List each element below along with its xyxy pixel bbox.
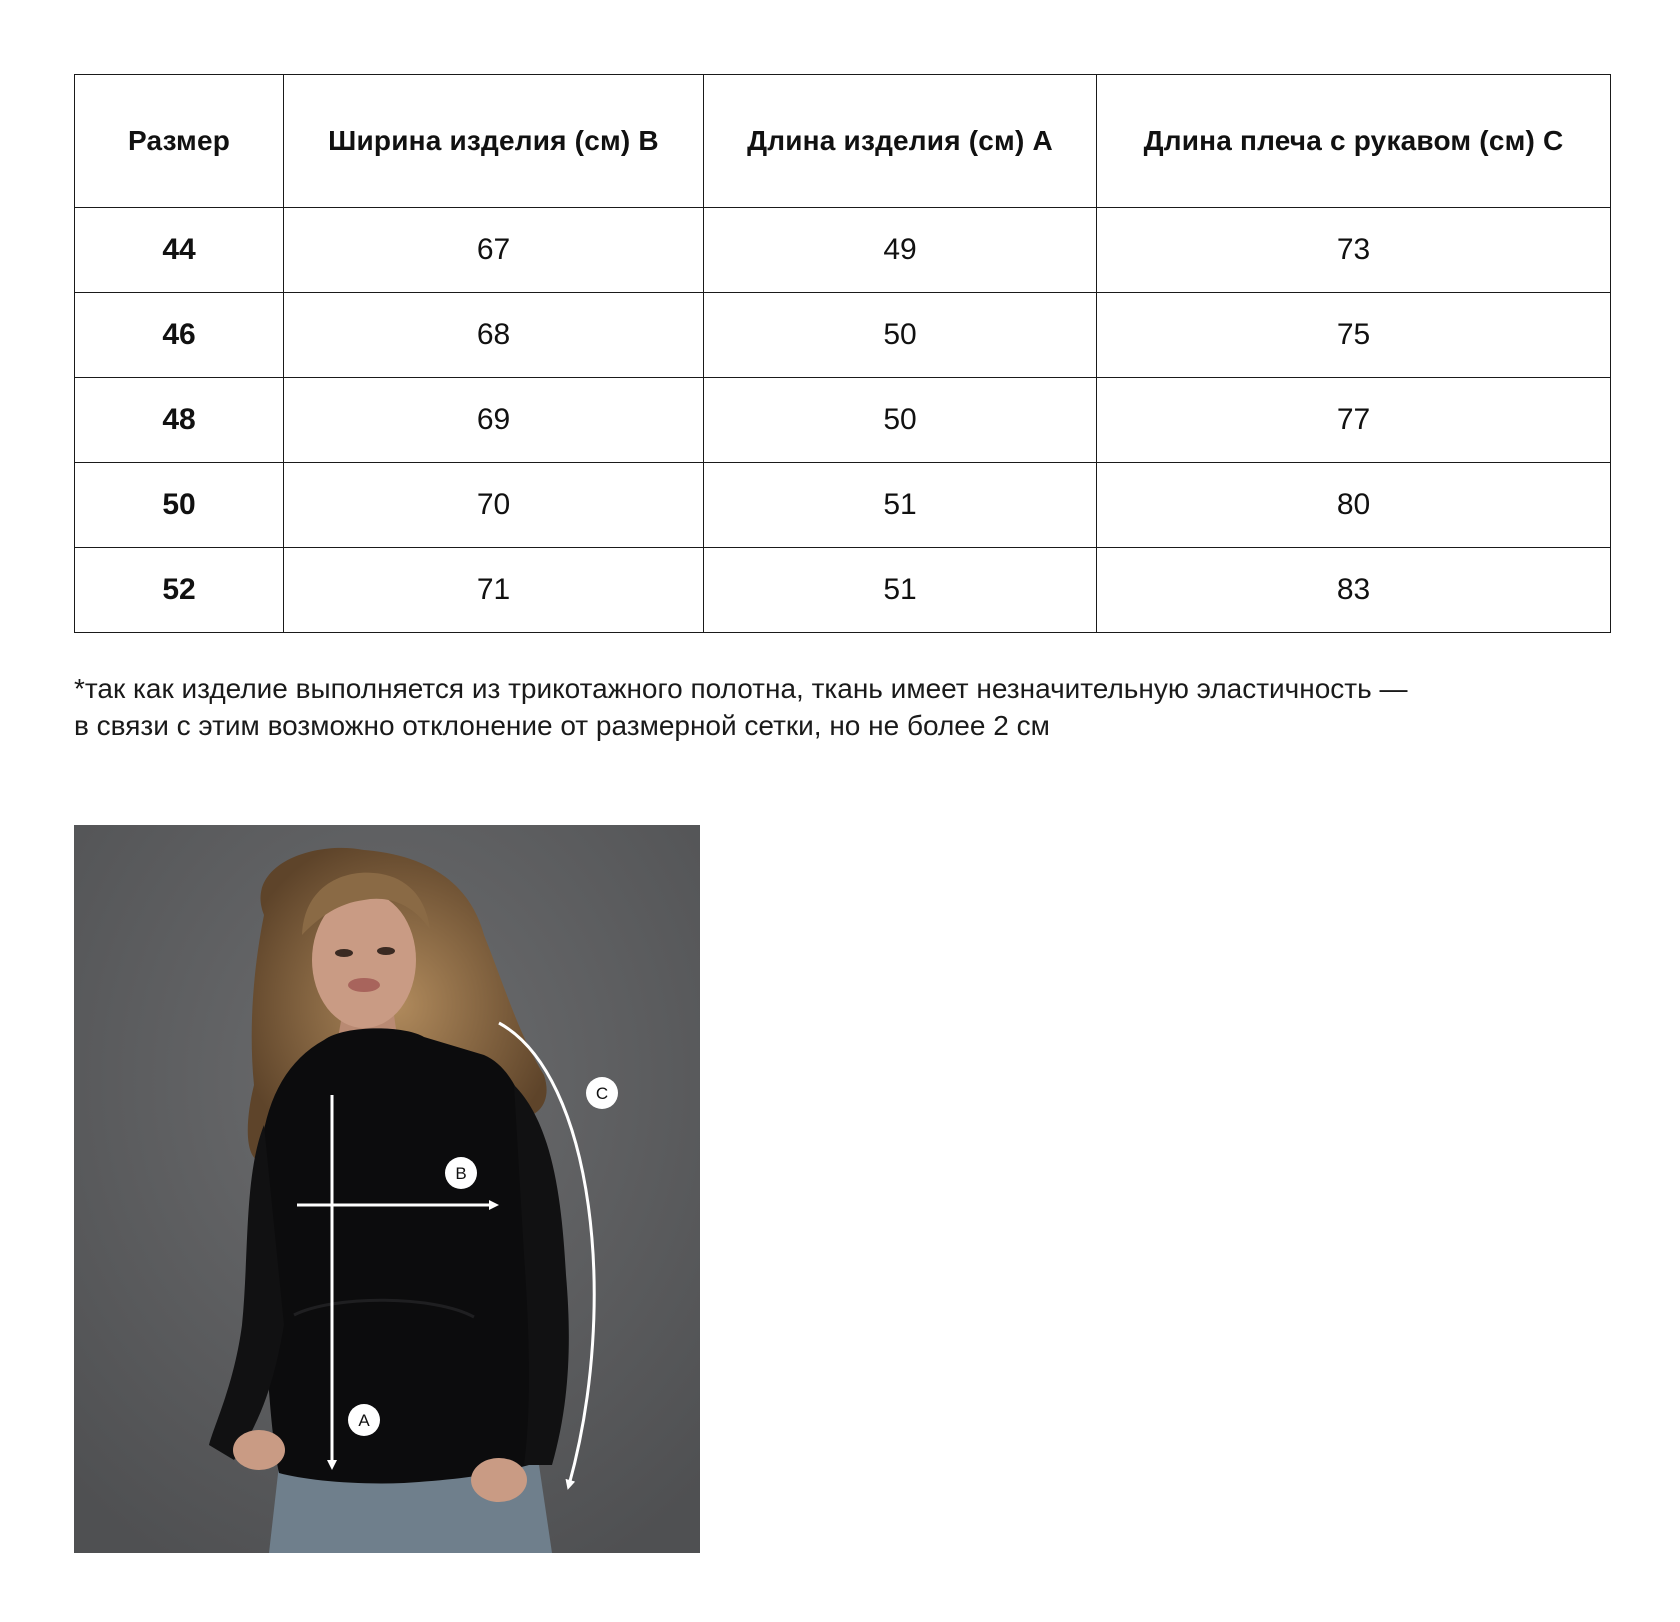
sleeve-value: 73 — [1097, 208, 1611, 293]
right-hand — [471, 1458, 527, 1502]
length-value: 51 — [704, 463, 1097, 548]
hoodie — [259, 1028, 559, 1483]
label-a: A — [358, 1411, 370, 1430]
size-value: 52 — [75, 548, 284, 633]
elasticity-note — [74, 670, 1634, 744]
note-line-1: *так как изделие выполняется из трикотажного полотна, ткань имеет незначительную эластичность — — [74, 673, 1408, 704]
width-value: 71 — [284, 548, 704, 633]
header-size: Размер — [75, 75, 284, 208]
length-value: 50 — [704, 378, 1097, 463]
size-value: 44 — [75, 208, 284, 293]
note-line-2: в связи с этим возможно отклонение от размерной сетки, но не более 2 см — [74, 710, 1050, 741]
left-eye — [335, 949, 353, 957]
table-row — [75, 463, 1611, 548]
table-header-row — [75, 75, 1611, 208]
left-hand — [233, 1430, 285, 1470]
label-b: B — [455, 1164, 467, 1183]
length-value: 51 — [704, 548, 1097, 633]
table-row — [75, 208, 1611, 293]
length-value: 49 — [704, 208, 1097, 293]
right-eye — [377, 947, 395, 955]
width-value: 67 — [284, 208, 704, 293]
header-sleeve-c: Длина плеча с рукавом (см) С — [1097, 75, 1611, 208]
size-value: 46 — [75, 293, 284, 378]
sleeve-value: 77 — [1097, 378, 1611, 463]
size-value: 50 — [75, 463, 284, 548]
width-value: 70 — [284, 463, 704, 548]
length-value: 50 — [704, 293, 1097, 378]
table-row — [75, 293, 1611, 378]
table-row — [75, 378, 1611, 463]
measurement-illustration — [74, 825, 700, 1553]
sleeve-value: 75 — [1097, 293, 1611, 378]
table-row — [75, 548, 1611, 633]
sleeve-value: 80 — [1097, 463, 1611, 548]
size-chart-table — [74, 74, 1611, 633]
width-value: 68 — [284, 293, 704, 378]
header-length-a: Длина изделия (см) А — [704, 75, 1097, 208]
size-value: 48 — [75, 378, 284, 463]
width-value: 69 — [284, 378, 704, 463]
model-photo — [74, 825, 700, 1553]
header-width-b: Ширина изделия (см) В — [284, 75, 704, 208]
sleeve-value: 83 — [1097, 548, 1611, 633]
label-c: C — [595, 1084, 609, 1103]
lips — [348, 978, 380, 992]
